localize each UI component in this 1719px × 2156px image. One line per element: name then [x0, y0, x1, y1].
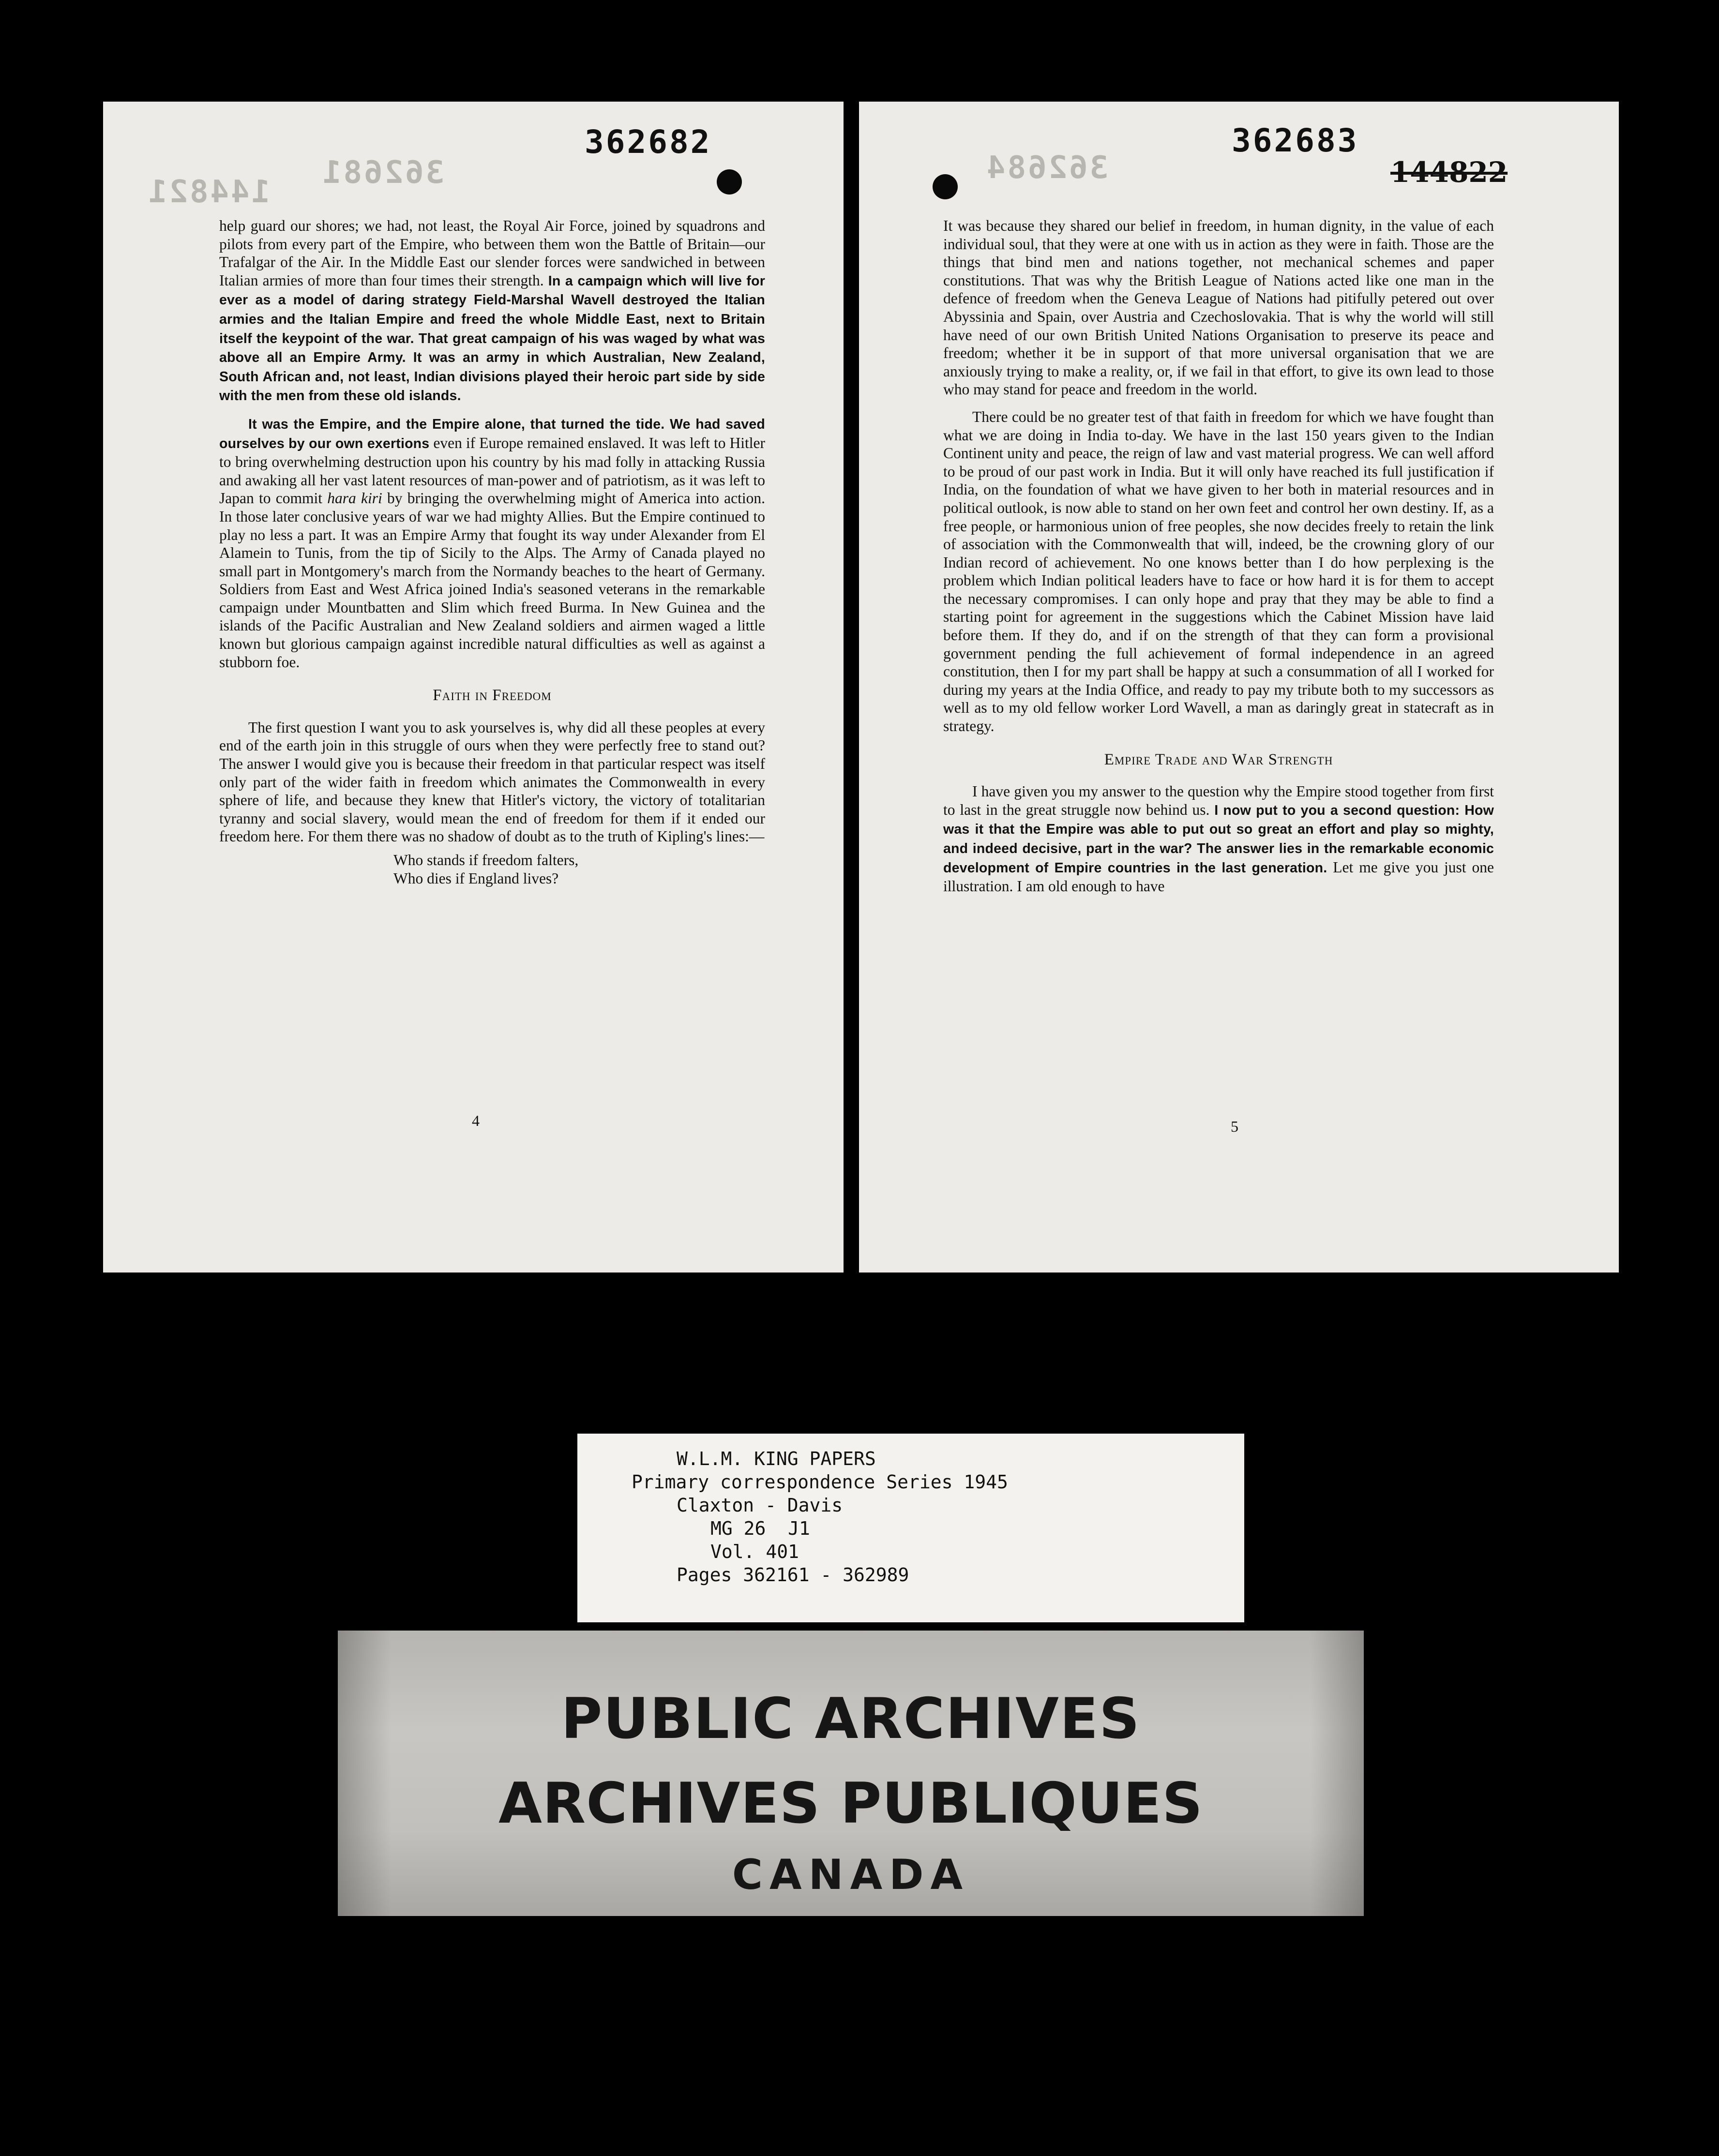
section-heading: Faith in Freedom [433, 687, 552, 704]
section-heading: Empire Trade and War Strength [1104, 750, 1333, 768]
archives-stamp [338, 1631, 1364, 1916]
right-page-body [943, 217, 1494, 905]
ghost-page-number: 362684 [985, 150, 1109, 186]
verse-line: Who stands if freedom falters, [393, 852, 579, 868]
left-page [103, 102, 844, 1273]
paragraph: I have given you my answer to the question why the Empire stood together from first to last in the great struggle now behind us. I now put to you a second question: How was it that the Empire was able to put out so great an effort and play so mighty, and indeed decisive, part in the war? The answer lies in the remarkable economic development of Empire countries in the last generation. Let me give you just one illustration. I am old enough to have [943, 783, 1494, 895]
paragraph: It was because they shared our belief in freedom, in human dignity, in the value of each individual soul, that they were at one with us in action as they were in faith. Those are the things that bind men and nations together, not mechanical schemes and paper constitutions. That was why the British League of Nations acted like one man in the defence of freedom when the Geneva League of Nations had pitifully petered out over Abyssinia and Spain, over Austria and Czechoslovakia. That is why the world will still have need of our own British United Nations Organisation to preserve its peace and freedom; whether it be in support of that more universal organisation that we are anxiously trying to make a reality, or, if we fail in that effort, to give its own lead to those who may stand for peace and freedom in the world. [943, 217, 1494, 398]
label-line: Claxton - Davis [677, 1495, 843, 1516]
verse-line: Who dies if England lives? [393, 869, 559, 887]
paragraph: The first question I want you to ask yourselves is, why did all these peoples at every end of the earth join in this struggle of ours when they were perfectly free to stand out? The answer I would give you is because their freedom in that particular respect was itself only part of the wider faith in freedom which animates the Commonwealth in every sphere of life, and because they knew that Hitler's victory, the victory of totalitarian tyranny and social slavery, would mean the end of freedom for them if it ended our freedom here. For them there was no shadow of doubt as to the truth of Kipling's lines:— [219, 719, 765, 845]
page-stamp-number: 362683 [1232, 122, 1359, 159]
stamp-line: CANADA [732, 1851, 970, 1899]
verse-quote [219, 851, 765, 887]
punch-hole [717, 169, 742, 195]
label-line: W.L.M. KING PAPERS [677, 1448, 876, 1469]
paragraph: There could be no greater test of that faith in freedom for which we have fought than what we are doing in India to-day. We have in the last 150 years given to the Indian Continent unity and peace, the reign of law and vast material progress. We can well afford to be proud of our past work in India. But it will only have reached its full justification if India, on the foundation of what we have given to her both in material resources and in political outlook, is now able to stand on her own feet and control her own destiny. If, as a free people, or harmonious union of free peoples, she now decides freely to retain the link of association with the Commonwealth that will, indeed, be the crowning glory of our Indian record of achievement. No one knows better than I do how perplexing is the problem which Indian political leaders have to face or how hard it is for them to accept the necessary compromises. I can only hope and pray that they may be able to find a starting point for agreement in the suggestions which the Cabinet Mission have laid before them. If they do, and if on the strength of that they can form a provisional government pending the full achievement of formal independence in an agreed constitution, then I for my part shall be happy at such a consummation of all I worked for during my years at the India Office, and ready to pay my tribute both to my successors as well as to my old fellow worker Lord Wavell, a man as daringly great in statecraft as in strategy. [943, 408, 1494, 735]
label-line: Pages 362161 - 362989 [677, 1564, 909, 1586]
ghost-archive-number: 144821 [147, 174, 271, 210]
page-folio: 4 [472, 1112, 480, 1129]
label-line: Primary correspondence Series 1945 [632, 1471, 1008, 1493]
paragraph: It was the Empire, and the Empire alone, that turned the tide. We had saved ourselves by our own exertions even if Europe remained enslaved. It was left to Hitler to bring overwhelming destruction upon his country by his mad folly in attacking Russia and awaking all her vast latent resources of man-power and of patriotism, as it was left to Japan to commit hara kiri by bringing the overwhelming might of America into action. In those later conclusive years of war we had mighty Allies. But the Empire continued to play no less a part. It was an Empire Army that fought its way under Alexander from El Alamein to Tunis, from the tip of Sicily to the Alps. The Army of Canada played no small part in Montgomery's march from the Normandy beaches to the heart of Germany. Soldiers from East and West Africa joined India's seasoned veterans in the remarkable campaign under Mountbatten and Slim which freed Burma. In New Guinea and the islands of the Pacific Australian and New Zealand soldiers and airmen waged a little known but glorious campaign against incredible natural difficulties as well as against a stubborn foe. [219, 416, 766, 671]
label-line: Vol. 401 [710, 1541, 799, 1562]
collection-label-card [577, 1434, 1244, 1622]
page-folio: 5 [1231, 1118, 1238, 1135]
ghost-page-number: 362681 [321, 155, 445, 191]
stamp-line: PUBLIC ARCHIVES [561, 1686, 1141, 1752]
left-page-body [219, 217, 765, 887]
paragraph: help guard our shores; we had, not least, the Royal Air Force, joined by squadrons and pilots from every part of the Empire, who between them won the Battle of Britain—our Trafalgar of the Air. In the Middle East our slender forces were sandwiched in between Italian armies of more than four times their strength. In a campaign which will live for ever as a model of daring strategy Field-Marshal Wavell destroyed the Italian armies and the Italian Empire and freed the whole Middle East, next to Britain itself the keypoint of the war. That great campaign of his was waged by what was above all an Empire Army. It was an army in which Australian, New Zealand, South African and, not least, Indian divisions played their heroic part side by side with the men from these old islands. [219, 217, 765, 404]
label-line: MG 26 J1 [710, 1518, 810, 1539]
right-page [859, 102, 1619, 1273]
stamp-line: ARCHIVES PUBLIQUES [498, 1771, 1203, 1836]
page-stamp-number: 362682 [585, 123, 712, 161]
struck-archive-number: 144822 [1390, 156, 1508, 189]
punch-hole [933, 174, 958, 199]
